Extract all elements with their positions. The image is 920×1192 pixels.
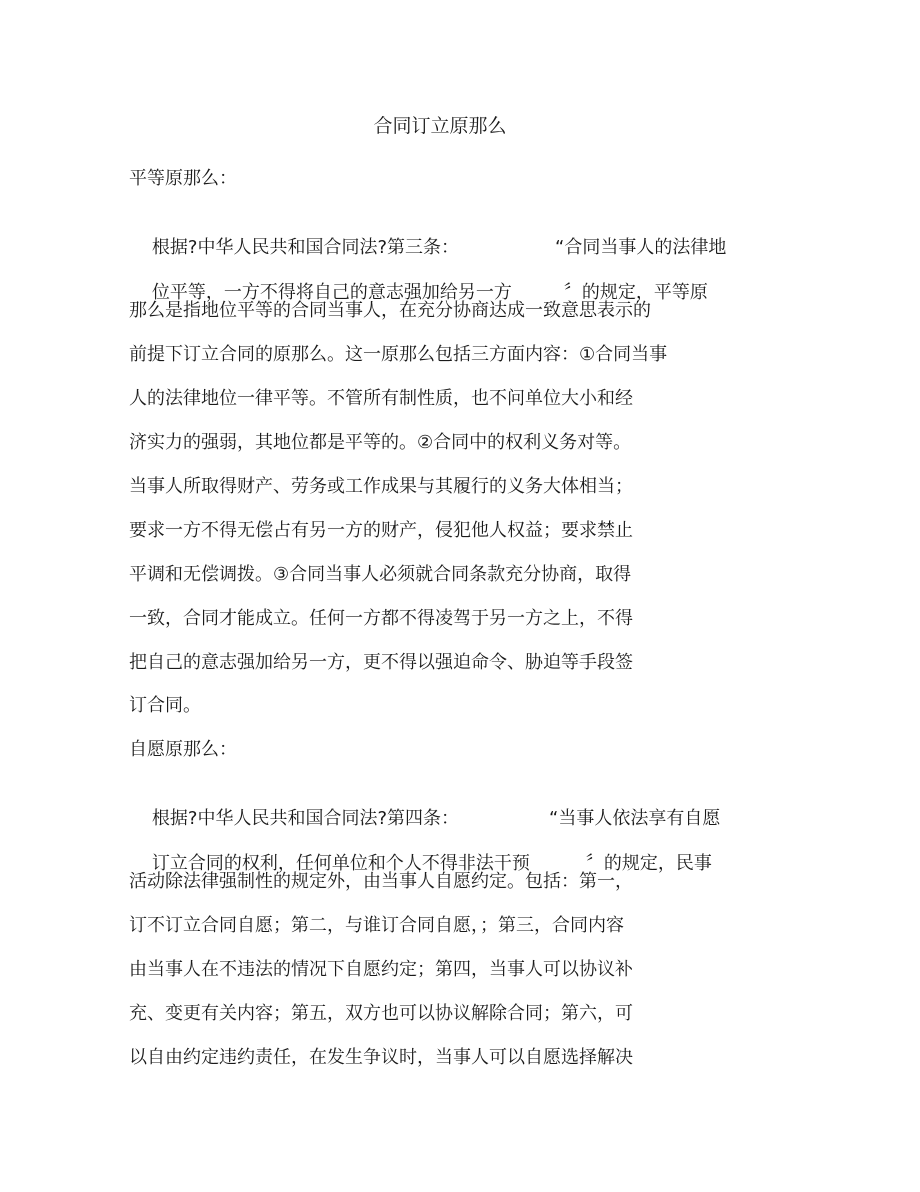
paragraph-line: 订合同。 [129,695,201,716]
section-heading-voluntariness: 自愿原那么： [129,739,237,760]
line-segment: 根据?中华人民共和国合同法?第三条： [151,237,459,258]
line-segment: 〞的规定，民事 [585,853,712,874]
paragraph-line: 一致，合同才能成立。任何一方都不得凌驾于另一方之上，不得 [129,608,633,629]
paragraph-line: 济实力的强弱，其地位都是平等的。②合同中的权利义务对等。 [129,432,632,453]
line-segment: 根据?中华人民共和国合同法?第四条： [151,808,459,829]
line-segment: 订立合同的权利，任何单位和个人不得非法干预 [151,853,530,874]
paragraph-line: 人的法律地位一律平等。不管所有制性质，也不问单位大小和经 [129,388,633,409]
paragraph-line: 由当事人在不违法的情况下自愿约定；第四，当事人可以协议补 [129,959,633,980]
paragraph-line: 活动除法律强制性的规定外，由当事人自愿约定。包括：第一， [129,871,633,892]
section-heading-equality: 平等原那么： [129,168,237,189]
line-segment: 位平等，一方不得将自己的意志强加给另一方 [151,282,512,303]
paragraph-line: 那么是指地位平等的合同当事人，在充分协商达成一致意思表示的 [129,300,651,321]
paragraph-line: 充、变更有关内容；第五，双方也可以协议解除合同；第六，可 [129,1003,633,1024]
line-segment: 〞的规定，平等原 [563,282,708,303]
paragraph-line: 把自己的意志强加给另一方，更不得以强迫命令、胁迫等手段签 [129,652,633,673]
paragraph-line: 前提下订立合同的原那么。这一原那么包括三方面内容：①合同当事 [129,344,668,365]
paragraph-line: 订不订立合同自愿；第二，与谁订合同自愿，；第三，合同内容 [129,915,624,936]
paragraph-line: 平调和无偿调拨。③合同当事人必须就合同条款充分协商，取得 [129,564,632,585]
line-segment: “当事人依法享有自愿 [549,808,721,829]
paragraph-line: 以自由约定违约责任，在发生争议时，当事人可以自愿选择解决 [129,1047,633,1068]
line-segment: “合同当事人的法律地 [555,237,727,258]
paragraph-line: 当事人所取得财产、劳务或工作成果与其履行的义务大体相当； [129,476,633,497]
paragraph-line: 要求一方不得无偿占有另一方的财产，侵犯他人权益；要求禁止 [129,520,633,541]
document-title: 合同订立原那么 [373,115,507,137]
